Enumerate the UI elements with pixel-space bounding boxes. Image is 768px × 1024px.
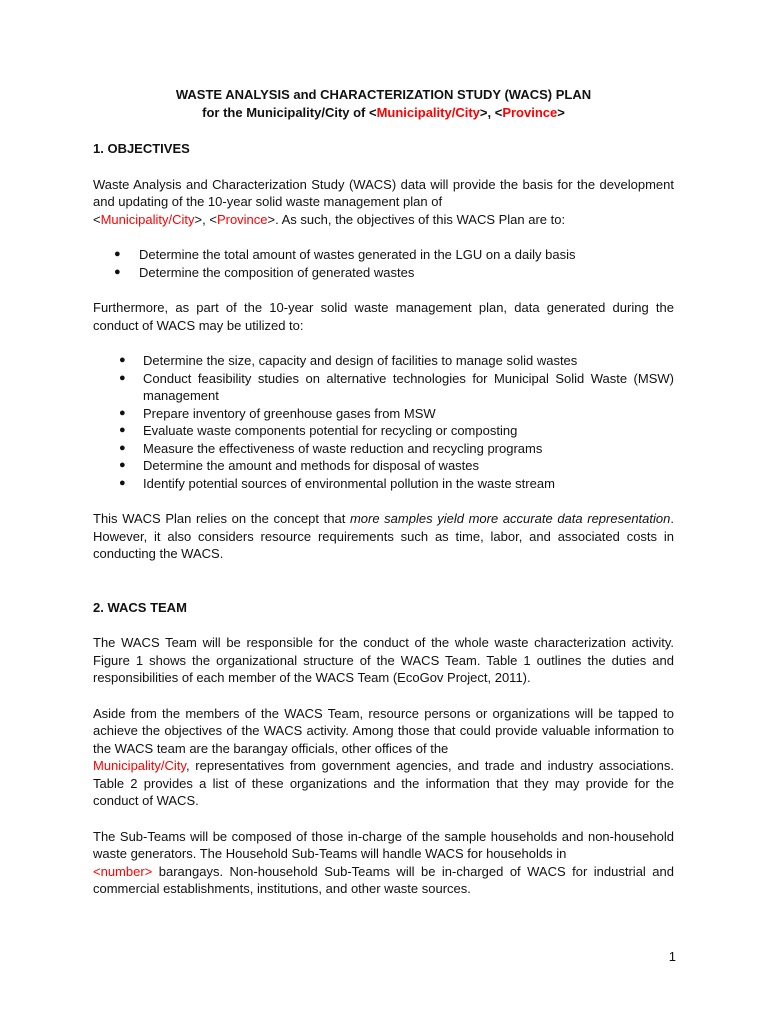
- team-paragraph: The WACS Team will be responsible for the conduct of the whole waste characterization activity. Figure 1 shows the organizational structure of the WACS Team. Table 1 outlines the duties and responsibilities of each member of the WACS Team (EcoGov Project, 2011).: [93, 635, 674, 685]
- concept-text-end: . However, it also considers resource requirements such as time, labor, and associated costs in conducting the WACS.: [93, 511, 674, 561]
- title-line2-suffix: >: [557, 104, 565, 120]
- use-item: ● Determine the amount and methods for disposal of wastes: [93, 457, 674, 475]
- subteam-text-start: The Sub-Teams will be composed of those in-charge of the sample households and non-household waste generators. The Household Sub-Teams will handle WACS for households in: [93, 828, 674, 861]
- title-line2-prefix: for the Municipality/City of <: [202, 104, 377, 120]
- objectives-intro-paragraph: [93, 176, 674, 229]
- objectives-intro-mid: >, <: [194, 211, 217, 227]
- concept-paragraph: [93, 510, 674, 563]
- objectives-intro-open: <: [93, 211, 101, 227]
- document-title-line1: WASTE ANALYSIS and CHARACTERIZATION STUDY (WACS) PLAN: [175, 87, 592, 102]
- concept-text-start: This WACS Plan relies on the concept that: [93, 511, 350, 526]
- objective-item: ● Determine the composition of generated wastes: [93, 264, 674, 282]
- objectives-province-placeholder: Province: [216, 211, 268, 227]
- use-item: ● Determine the size, capacity and design of facilities to manage solid wastes: [93, 352, 674, 370]
- use-item: ● Measure the effectiveness of waste reduction and recycling programs: [93, 440, 674, 458]
- use-item: ● Prepare inventory of greenhouse gases from MSW: [93, 405, 674, 423]
- title-line2-mid: >, <: [479, 104, 503, 120]
- subteam-paragraph: [93, 828, 674, 898]
- subteam-number-placeholder: <number>: [93, 863, 153, 879]
- section2-heading: 2. WACS TEAM: [93, 599, 187, 615]
- document-title-line2: [93, 104, 674, 122]
- resource-paragraph: [93, 705, 674, 810]
- use-item: ● Conduct feasibility studies on alternative technologies for Municipal Solid Waste (MSW) management: [93, 370, 674, 405]
- document-body: [93, 86, 674, 898]
- section1-heading: 1. OBJECTIVES: [93, 141, 190, 156]
- concept-emphasis: more samples yield more accurate data representation: [349, 511, 671, 526]
- uses-list: [93, 352, 674, 492]
- objective-item: ● Determine the total amount of wastes generated in the LGU on a daily basis: [93, 246, 674, 264]
- page-number: 1: [668, 949, 676, 964]
- objectives-intro-text: Waste Analysis and Characterization Study (WACS) data will provide the basis for the development and updating of the 10-year solid waste management plan of: [93, 176, 674, 209]
- resource-municipality-placeholder: Municipality/City: [93, 758, 186, 773]
- objectives-intro-end: >. As such, the objectives of this WACS Plan are to:: [267, 211, 566, 227]
- resource-text-end: , representatives from government agencies, and trade and industry associations. Table 2 provides a list of these organizations and the information that they may provide for the conduct of WACS.: [93, 758, 674, 808]
- use-item: ● Evaluate waste components potential for recycling or composting: [93, 422, 674, 440]
- title-province-placeholder: Province: [502, 104, 558, 120]
- objectives-list: [93, 246, 674, 281]
- subteam-text-end: barangays. Non-household Sub-Teams will be in-charged of WACS for industrial and commercial establishments, institutions, and other waste sources.: [93, 863, 674, 896]
- use-item: ● Identify potential sources of environmental pollution in the waste stream: [93, 475, 674, 493]
- objectives-municipality-placeholder: Municipality/City: [100, 211, 195, 227]
- uses-intro-paragraph: Furthermore, as part of the 10-year solid waste management plan, data generated during the conduct of WACS may be utilized to:: [93, 300, 674, 333]
- title-municipality-placeholder: Municipality/City: [376, 104, 480, 120]
- resource-text-start: Aside from the members of the WACS Team, resource persons or organizations will be tapped to achieve the objectives of the WACS activity. Among those that could provide valuable information to the WACS team are the barangay officials, other offices of the: [93, 705, 674, 756]
